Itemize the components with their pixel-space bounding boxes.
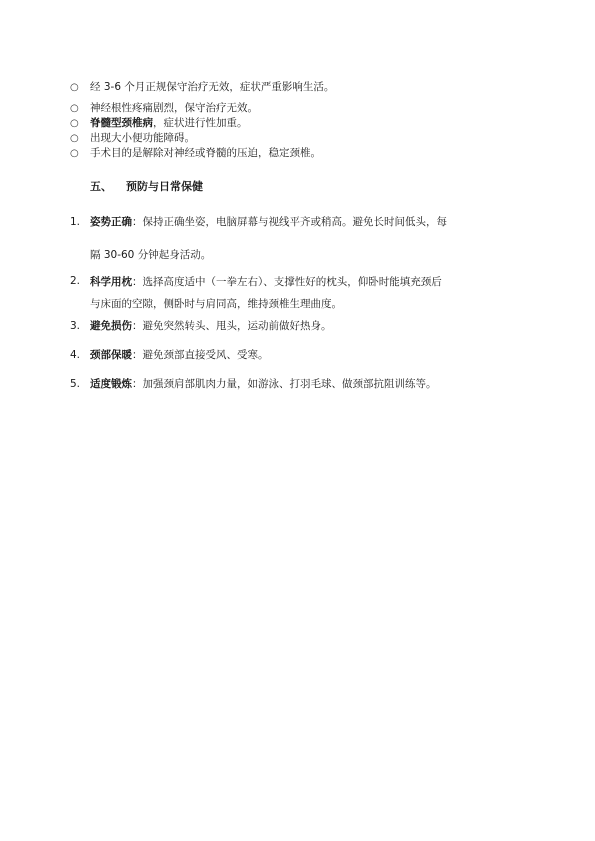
hollow-circle-bullet-icon: ○ (70, 118, 79, 129)
list-item-text: 出现大小便功能障碍。 (90, 132, 195, 144)
list-item (70, 348, 530, 363)
item-title: 适度锻炼 (90, 378, 132, 390)
item-number: 4. (70, 349, 81, 361)
list-item (70, 101, 540, 116)
list-item-text: 脊髓型颈椎病，症状进行性加重。 (90, 117, 248, 129)
item-title: 科学用枕 (90, 276, 132, 288)
item-line: 科学用枕：选择高度适中（一拳左右）、支撑性好的枕头，仰卧时能填充颈后 (90, 276, 442, 288)
item-number: 5. (70, 378, 81, 390)
item-number: 2. (70, 275, 81, 287)
item-line: 适度锻炼：加强颈肩部肌肉力量，如游泳、打羽毛球、做颈部抗阻训练等。 (90, 378, 437, 390)
list-item (70, 271, 530, 315)
item-line: 避免损伤：避免突然转头、甩头，运动前做好热身。 (90, 320, 332, 332)
list-item-text: 神经根性疼痛剧烈，保守治疗无效。 (90, 102, 258, 114)
surgery-indication-list (70, 80, 540, 161)
list-item-text: 手术目的是解除对神经或脊髓的压迫，稳定颈椎。 (90, 147, 321, 159)
list-item (70, 80, 540, 95)
item-line: 隔 30-60 分钟起身活动。 (90, 249, 212, 261)
list-item (70, 319, 530, 334)
prevention-tips-list (70, 215, 530, 406)
item-line: 姿势正确：保持正确坐姿，电脑屏幕与视线平齐或稍高。避免长时间低头，每 (90, 216, 447, 228)
list-item (70, 377, 530, 392)
item-line: 颈部保暖：避免颈部直接受风、受寒。 (90, 349, 269, 361)
hollow-circle-bullet-icon: ○ (70, 103, 79, 114)
item-number: 1. (70, 216, 81, 228)
list-item (70, 146, 540, 161)
section-title: 预防与日常保健 (126, 180, 203, 193)
list-item (70, 131, 540, 146)
list-item (70, 116, 540, 131)
hollow-circle-bullet-icon: ○ (70, 82, 79, 93)
item-title: 避免损伤 (90, 320, 132, 332)
hollow-circle-bullet-icon: ○ (70, 133, 79, 144)
item-number: 3. (70, 320, 81, 332)
hollow-circle-bullet-icon: ○ (70, 148, 79, 159)
item-line: 与床面的空隙，侧卧时与肩同高，维持颈椎生理曲度。 (90, 298, 342, 310)
list-item (70, 206, 530, 272)
item-title: 姿势正确 (90, 216, 132, 228)
item-title: 颈部保暖 (90, 349, 132, 361)
section-heading (90, 178, 203, 194)
section-number: 五、 (90, 180, 112, 193)
list-item-text: 经 3-6 个月正规保守治疗无效，症状严重影响生活。 (90, 81, 335, 93)
